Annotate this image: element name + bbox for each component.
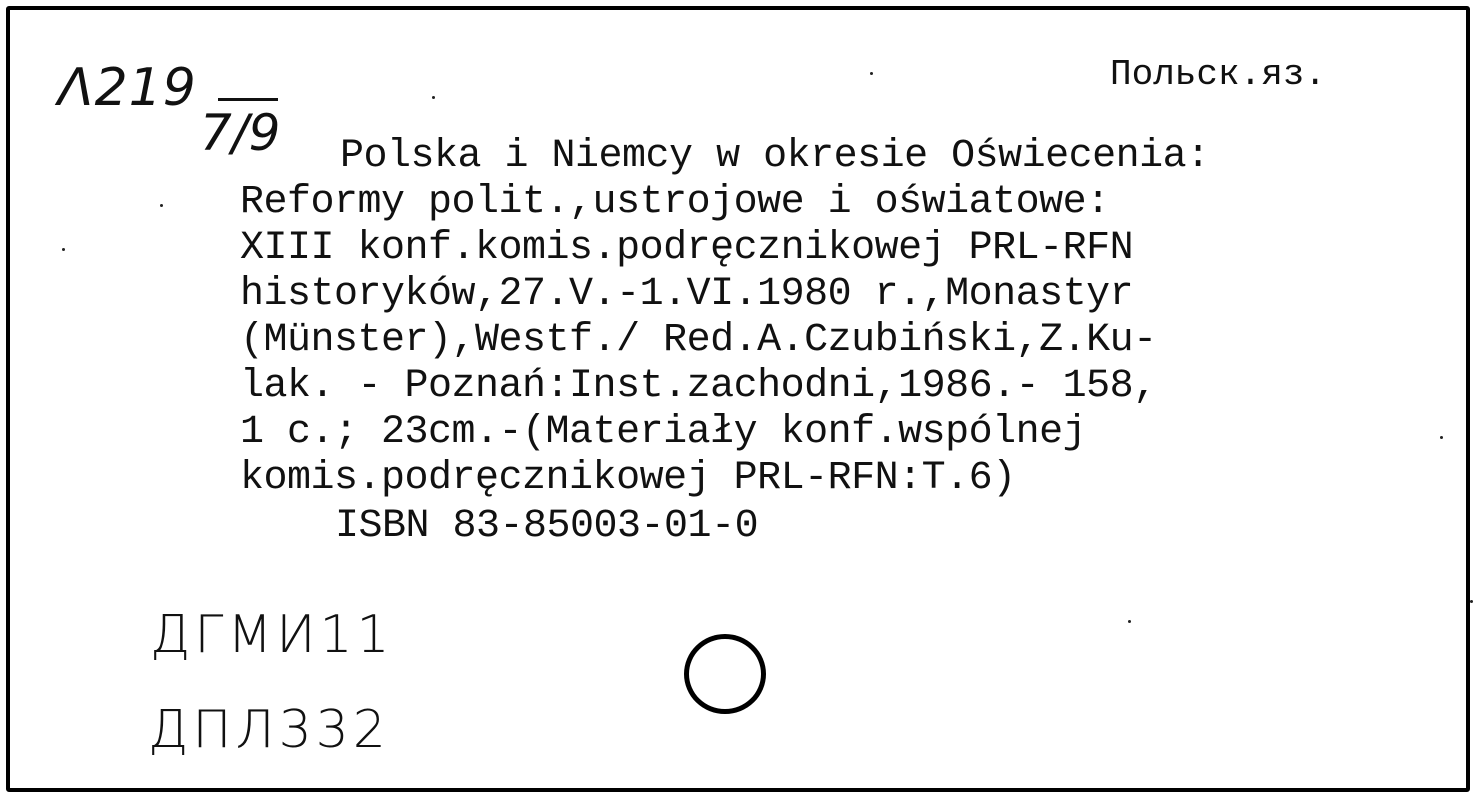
title-line-5: (Münster),Westf./ Red.A.Czubiński,Z.Ku- <box>240 318 1157 363</box>
speck <box>1128 620 1131 623</box>
title-line-8: komis.podręcznikowej PRL-RFN:T.6) <box>240 456 1016 501</box>
speck <box>1470 600 1473 603</box>
speck <box>160 204 163 207</box>
call-number-underline <box>218 98 278 101</box>
title-line-3: XIII konf.komis.podręcznikowej PRL-RFN <box>240 226 1134 271</box>
punch-hole <box>684 634 766 714</box>
isbn-line: ISBN 83-85003-01-0 <box>335 504 759 549</box>
title-line-4: historyków,27.V.-1.VI.1980 r.,Monastyr <box>240 272 1134 317</box>
call-number: Λ219 <box>58 58 197 118</box>
title-line-7: 1 c.; 23cm.-(Materiały konf.wspólnej <box>240 410 1087 455</box>
location-code-1: ДГМИ11 <box>150 605 394 665</box>
title-line-6: lak. - Poznań:Inst.zachodni,1986.- 158, <box>240 364 1157 409</box>
subject-heading: Польск.яз. <box>1110 54 1327 95</box>
call-fraction: 7/9 <box>200 104 281 162</box>
location-code-2: ДПЛ332 <box>148 700 390 760</box>
speck <box>870 72 873 75</box>
speck <box>1440 436 1443 439</box>
title-line-2: Reformy polit.,ustrojowe i oświatowe: <box>240 180 1110 225</box>
title-line-1: Polska i Niemcy w okresie Oświecenia: <box>340 134 1210 179</box>
speck <box>432 96 435 99</box>
speck <box>62 248 65 251</box>
